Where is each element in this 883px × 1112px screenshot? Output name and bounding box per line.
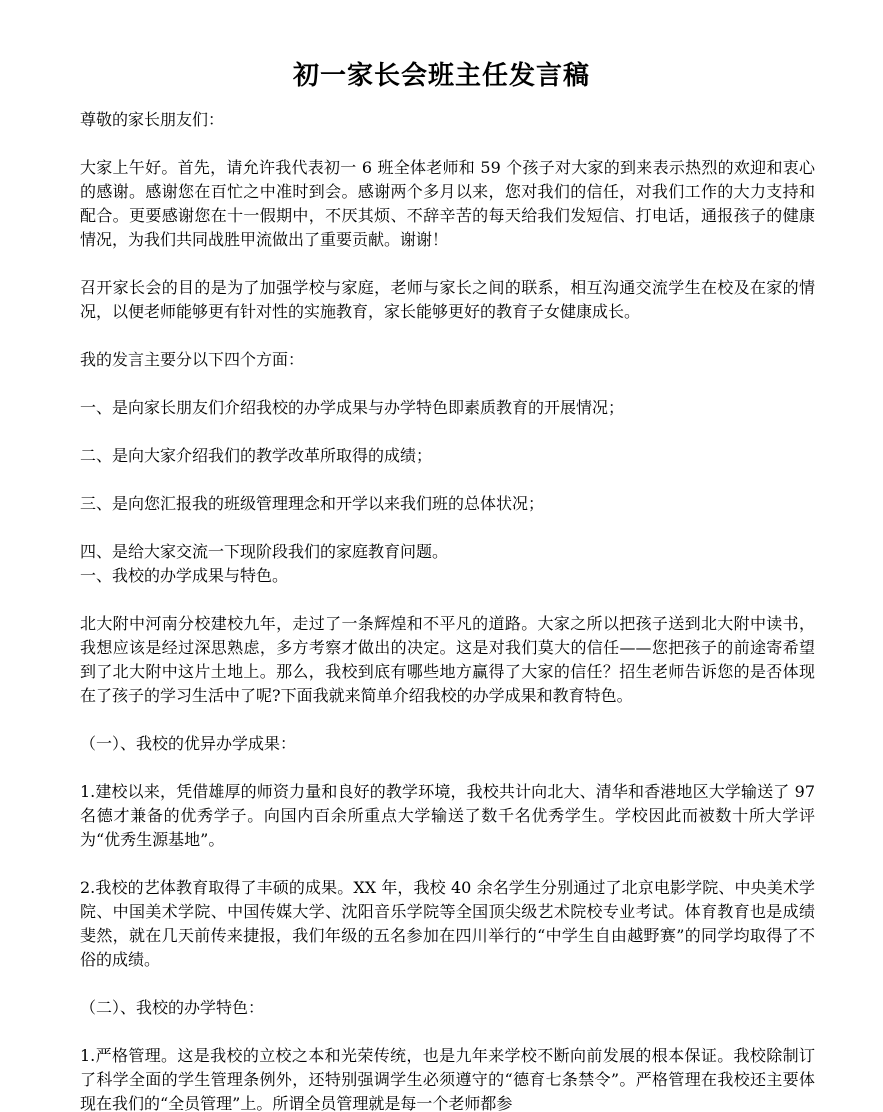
- subsection-heading-features: （二）、我校的办学特色：: [80, 998, 265, 1017]
- section-heading-1: 一、我校的办学成果与特色。: [80, 566, 289, 585]
- feature-item-1: 1.严格管理。这是我校的立校之本和光荣传统，也是九年来学校不断向前发展的根本保证。我校除制订了科学全面的学生管理条例外，还特别强调学生必须遵守的“德育七条禁令”。严格管理在我校还主要体现在我们的“全员管理”上。所谓全员管理就是每一个老师都参: [80, 1046, 815, 1112]
- paragraph-purpose: 召开家长会的目的是为了加强学校与家庭，老师与家长之间的联系，相互沟通交流学生在校及在家的情况，以便老师能够更有针对性的实施教育，家长能够更好的教育子女健康成长。: [80, 278, 815, 321]
- paragraph-school-intro: 北大附中河南分校建校九年，走过了一条辉煌和不平凡的道路。大家之所以把孩子送到北大附中读书，我想应该是经过深思熟虑，多方考察才做出的决定。这是对我们莫大的信任——您把孩子的前途寄希望到了北大附中这片土地上。那么，我校到底有哪些地方赢得了大家的信任？招生老师告诉您的是否体现在了孩子的学习生活中了呢?下面我就来简单介绍我校的办学成果和教育特色。: [80, 614, 815, 705]
- outline-item-1: 一、是向家长朋友们介绍我校的办学成果与办学特色即素质教育的开展情况；: [80, 398, 625, 417]
- achievement-item-2: 2.我校的艺体教育取得了丰硕的成果。XX 年，我校 40 余名学生分别通过了北京电影学院、中央美术学院、中国美术学院、中国传媒大学、沈阳音乐学院等全国顶尖级艺术院校专业考试。体育教育也是成绩斐然，就在几天前传来捷报，我们年级的五名参加在四川举行的“中学生自由越野赛”的同学均取得了不俗的成绩。: [80, 878, 815, 969]
- subsection-heading-achievements: （一）、我校的优异办学成果：: [80, 734, 297, 753]
- salutation: 尊敬的家长朋友们：: [80, 110, 225, 129]
- outline-item-2: 二、是向大家介绍我们的教学改革所取得的成绩；: [80, 446, 433, 465]
- document-body: [80, 108, 815, 1112]
- outline-item-3: 三、是向您汇报我的班级管理理念和开学以来我们班的总体状况；: [80, 494, 545, 513]
- document-title: 初一家长会班主任发言稿: [292, 61, 590, 91]
- outline-item-4: 四、是给大家交流一下现阶段我们的家庭教育问题。: [80, 542, 449, 561]
- paragraph-welcome: 大家上午好。首先，请允许我代表初一 6 班全体老师和 59 个孩子对大家的到来表示热烈的欢迎和衷心的感谢。感谢您在百忙之中准时到会。感谢两个多月以来，您对我们的信任，对我们工作的大力支持和配合。更要感谢您在十一假期中，不厌其烦、不辞辛苦的每天给我们发短信、打电话，通报孩子的健康情况，为我们共同战胜甲流做出了重要贡献。谢谢！: [80, 158, 815, 249]
- achievement-item-1: 1.建校以来，凭借雄厚的师资力量和良好的教学环境，我校共计向北大、清华和香港地区大学输送了 97 名德才兼备的优秀学子。向国内百余所重点大学输送了数千名优秀学生。学校因此而被数十所大学评为“优秀生源基地”。: [80, 782, 815, 849]
- paragraph-outline-intro: 我的发言主要分以下四个方面：: [80, 350, 305, 369]
